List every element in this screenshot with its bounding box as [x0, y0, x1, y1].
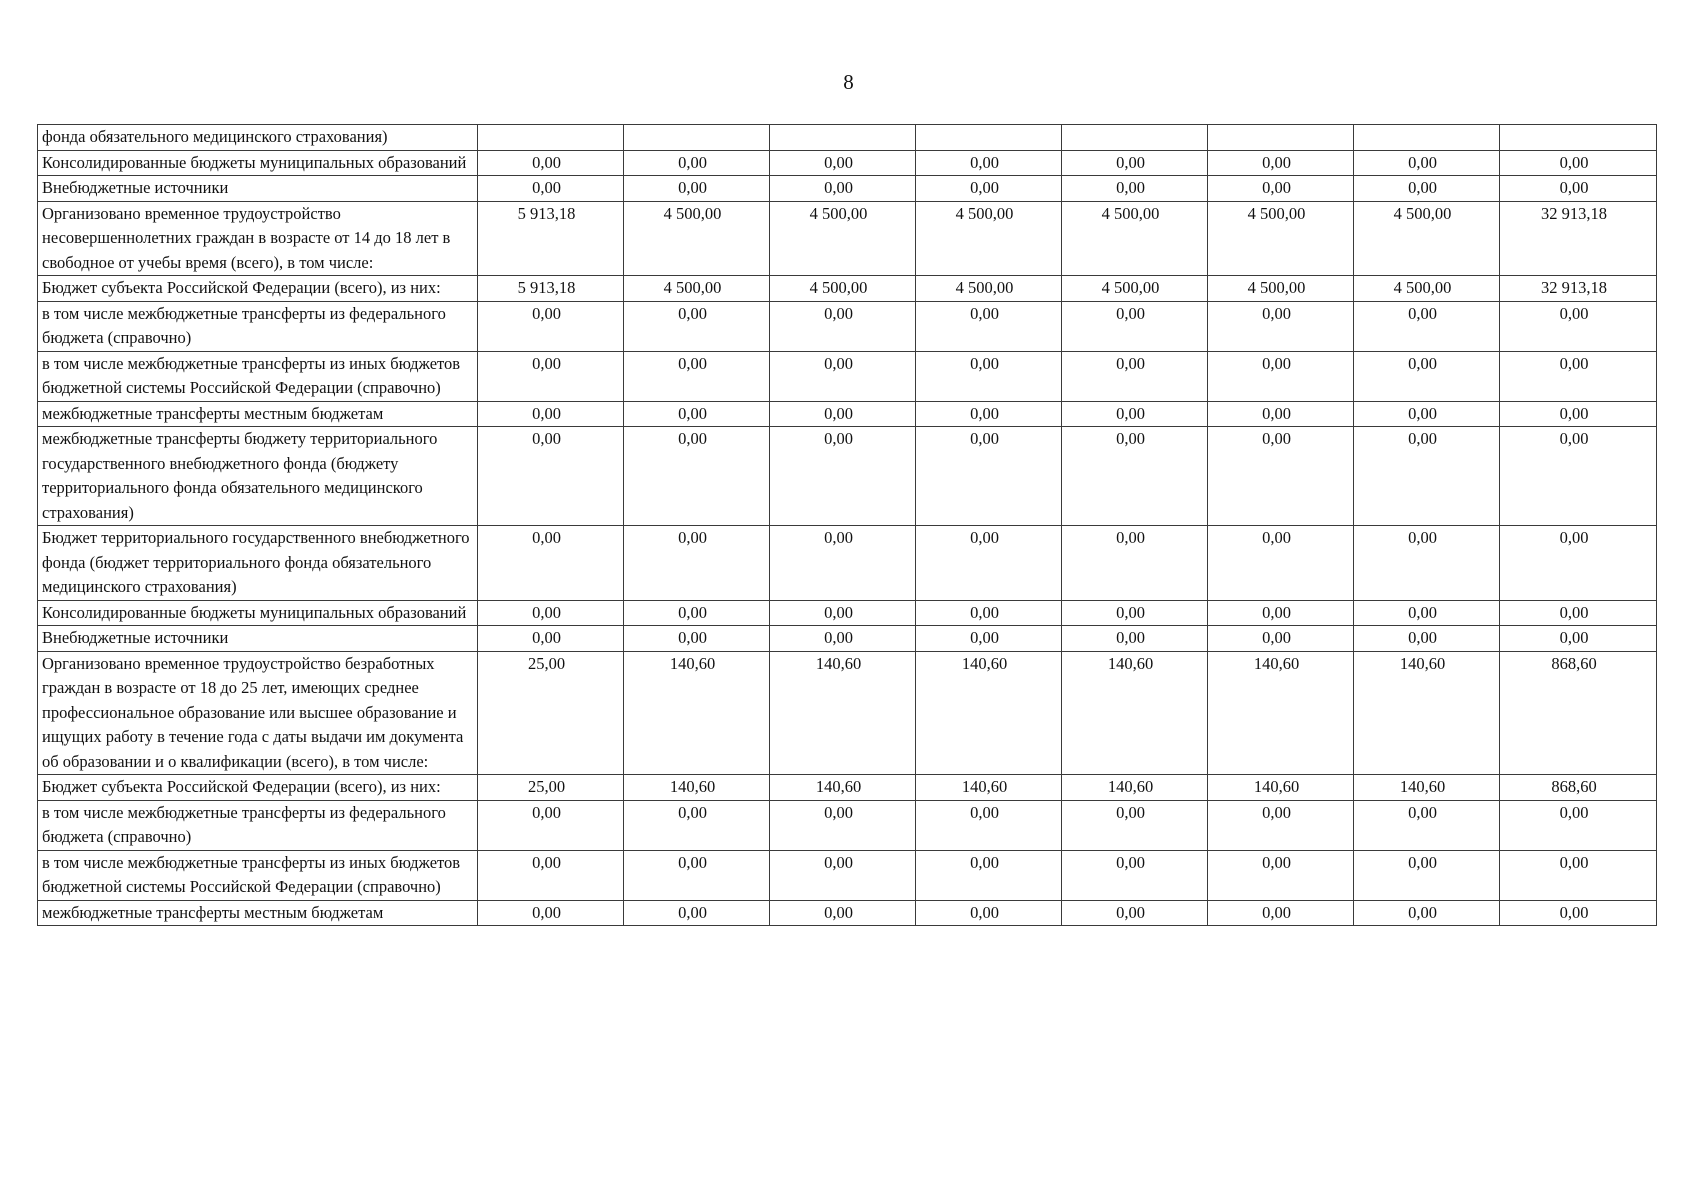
- value-cell: 0,00: [1354, 800, 1500, 850]
- value-cell: 0,00: [770, 176, 916, 202]
- value-cell: 0,00: [1500, 301, 1657, 351]
- value-cell: 4 500,00: [770, 201, 916, 276]
- value-cell: 0,00: [770, 626, 916, 652]
- value-cell: 5 913,18: [478, 276, 624, 302]
- row-label: в том числе межбюджетные трансферты из иных бюджетов бюджетной системы Российской Федерации (справочно): [38, 850, 478, 900]
- value-cell: 0,00: [624, 301, 770, 351]
- value-cell: 0,00: [478, 600, 624, 626]
- row-label: в том числе межбюджетные трансферты из федерального бюджета (справочно): [38, 800, 478, 850]
- value-cell: 0,00: [1062, 427, 1208, 526]
- value-cell: 140,60: [916, 651, 1062, 775]
- value-cell: 0,00: [770, 526, 916, 601]
- value-cell: 0,00: [916, 526, 1062, 601]
- value-cell: 0,00: [1354, 526, 1500, 601]
- value-cell: 0,00: [478, 526, 624, 601]
- value-cell: 0,00: [1354, 351, 1500, 401]
- table-row: [38, 800, 1657, 850]
- value-cell: 0,00: [1062, 301, 1208, 351]
- value-cell: 0,00: [478, 150, 624, 176]
- value-cell: [624, 125, 770, 151]
- value-cell: 0,00: [916, 301, 1062, 351]
- value-cell: 0,00: [916, 351, 1062, 401]
- value-cell: 4 500,00: [1354, 201, 1500, 276]
- value-cell: 0,00: [1500, 600, 1657, 626]
- value-cell: 0,00: [478, 427, 624, 526]
- value-cell: 0,00: [624, 526, 770, 601]
- table-row: [38, 176, 1657, 202]
- value-cell: 25,00: [478, 775, 624, 801]
- value-cell: 0,00: [1208, 850, 1354, 900]
- value-cell: 0,00: [1354, 301, 1500, 351]
- value-cell: 0,00: [624, 900, 770, 926]
- value-cell: 0,00: [1062, 626, 1208, 652]
- value-cell: 5 913,18: [478, 201, 624, 276]
- value-cell: 0,00: [478, 850, 624, 900]
- value-cell: [1500, 125, 1657, 151]
- row-label: межбюджетные трансферты бюджету территориального государственного внебюджетного фонда (бюджету территориального фонда обязательного медицинского страхования): [38, 427, 478, 526]
- value-cell: 0,00: [916, 850, 1062, 900]
- value-cell: 0,00: [1208, 526, 1354, 601]
- value-cell: 0,00: [770, 351, 916, 401]
- value-cell: 0,00: [1500, 150, 1657, 176]
- value-cell: 0,00: [1208, 176, 1354, 202]
- value-cell: 140,60: [624, 651, 770, 775]
- value-cell: 140,60: [624, 775, 770, 801]
- value-cell: 0,00: [624, 176, 770, 202]
- row-label: Организовано временное трудоустройство несовершеннолетних граждан в возрасте от 14 до 18 лет в свободное от учебы время (всего), в том числе:: [38, 201, 478, 276]
- value-cell: 0,00: [916, 176, 1062, 202]
- value-cell: 0,00: [624, 850, 770, 900]
- value-cell: 0,00: [1354, 427, 1500, 526]
- value-cell: 0,00: [1208, 800, 1354, 850]
- value-cell: 0,00: [916, 427, 1062, 526]
- value-cell: 0,00: [624, 626, 770, 652]
- table-row: [38, 526, 1657, 601]
- value-cell: 0,00: [1354, 150, 1500, 176]
- table-row: [38, 651, 1657, 775]
- table-row: [38, 276, 1657, 302]
- value-cell: 4 500,00: [916, 201, 1062, 276]
- value-cell: 0,00: [770, 800, 916, 850]
- value-cell: 0,00: [624, 351, 770, 401]
- row-label: Бюджет субъекта Российской Федерации (всего), из них:: [38, 276, 478, 302]
- table-row: [38, 427, 1657, 526]
- value-cell: 0,00: [916, 150, 1062, 176]
- value-cell: 0,00: [1354, 626, 1500, 652]
- value-cell: 0,00: [916, 600, 1062, 626]
- value-cell: 0,00: [916, 626, 1062, 652]
- value-cell: 0,00: [1500, 526, 1657, 601]
- value-cell: [1208, 125, 1354, 151]
- row-label: межбюджетные трансферты местным бюджетам: [38, 900, 478, 926]
- value-cell: 140,60: [1354, 775, 1500, 801]
- value-cell: 0,00: [916, 900, 1062, 926]
- value-cell: 0,00: [478, 800, 624, 850]
- row-label: Консолидированные бюджеты муниципальных образований: [38, 600, 478, 626]
- row-label: межбюджетные трансферты местным бюджетам: [38, 401, 478, 427]
- value-cell: 0,00: [1208, 900, 1354, 926]
- value-cell: 0,00: [1500, 626, 1657, 652]
- table-row: [38, 401, 1657, 427]
- row-label: Бюджет территориального государственного внебюджетного фонда (бюджет территориального фонда обязательного медицинского страхования): [38, 526, 478, 601]
- value-cell: 0,00: [624, 800, 770, 850]
- value-cell: 4 500,00: [1208, 276, 1354, 302]
- value-cell: 140,60: [1354, 651, 1500, 775]
- row-label: Консолидированные бюджеты муниципальных образований: [38, 150, 478, 176]
- table-row: [38, 201, 1657, 276]
- value-cell: 0,00: [1062, 800, 1208, 850]
- value-cell: 0,00: [624, 401, 770, 427]
- value-cell: [770, 125, 916, 151]
- table-row: [38, 301, 1657, 351]
- row-label: Бюджет субъекта Российской Федерации (всего), из них:: [38, 775, 478, 801]
- value-cell: 0,00: [624, 150, 770, 176]
- value-cell: 4 500,00: [1208, 201, 1354, 276]
- table-row: [38, 850, 1657, 900]
- row-label: в том числе межбюджетные трансферты из федерального бюджета (справочно): [38, 301, 478, 351]
- value-cell: 140,60: [916, 775, 1062, 801]
- value-cell: 0,00: [1208, 351, 1354, 401]
- table-row: [38, 600, 1657, 626]
- value-cell: 0,00: [624, 427, 770, 526]
- value-cell: 0,00: [1062, 900, 1208, 926]
- table-row: [38, 900, 1657, 926]
- value-cell: 0,00: [770, 850, 916, 900]
- value-cell: 0,00: [478, 351, 624, 401]
- value-cell: 0,00: [1208, 626, 1354, 652]
- row-label: в том числе межбюджетные трансферты из иных бюджетов бюджетной системы Российской Федерации (справочно): [38, 351, 478, 401]
- value-cell: 4 500,00: [1062, 201, 1208, 276]
- value-cell: 140,60: [1208, 651, 1354, 775]
- value-cell: 4 500,00: [624, 201, 770, 276]
- table-row: [38, 775, 1657, 801]
- value-cell: 0,00: [1062, 401, 1208, 427]
- value-cell: 0,00: [478, 401, 624, 427]
- page-number: 8: [843, 70, 854, 94]
- value-cell: 0,00: [1208, 427, 1354, 526]
- value-cell: 0,00: [916, 800, 1062, 850]
- value-cell: 0,00: [770, 150, 916, 176]
- table-row: [38, 351, 1657, 401]
- value-cell: [478, 125, 624, 151]
- value-cell: 0,00: [1062, 150, 1208, 176]
- table-row: [38, 150, 1657, 176]
- value-cell: 0,00: [1500, 800, 1657, 850]
- value-cell: 0,00: [1062, 600, 1208, 626]
- value-cell: 0,00: [1208, 600, 1354, 626]
- value-cell: 4 500,00: [1062, 276, 1208, 302]
- row-label: фонда обязательного медицинского страхования): [38, 125, 478, 151]
- value-cell: [1062, 125, 1208, 151]
- value-cell: 0,00: [1500, 401, 1657, 427]
- value-cell: 0,00: [478, 301, 624, 351]
- table-row: [38, 125, 1657, 151]
- table-row: [38, 626, 1657, 652]
- value-cell: 32 913,18: [1500, 201, 1657, 276]
- value-cell: 0,00: [1062, 176, 1208, 202]
- value-cell: 0,00: [770, 900, 916, 926]
- value-cell: 4 500,00: [770, 276, 916, 302]
- value-cell: 0,00: [1500, 900, 1657, 926]
- value-cell: 868,60: [1500, 775, 1657, 801]
- value-cell: 140,60: [770, 775, 916, 801]
- value-cell: 0,00: [1354, 850, 1500, 900]
- row-label: Внебюджетные источники: [38, 626, 478, 652]
- value-cell: 0,00: [916, 401, 1062, 427]
- value-cell: 140,60: [1062, 651, 1208, 775]
- row-label: Внебюджетные источники: [38, 176, 478, 202]
- value-cell: 0,00: [770, 600, 916, 626]
- value-cell: 0,00: [478, 176, 624, 202]
- value-cell: 0,00: [1062, 526, 1208, 601]
- value-cell: 0,00: [1354, 900, 1500, 926]
- value-cell: [916, 125, 1062, 151]
- value-cell: 0,00: [1354, 600, 1500, 626]
- value-cell: 0,00: [1354, 401, 1500, 427]
- budget-table: [37, 124, 1657, 926]
- value-cell: 0,00: [1500, 850, 1657, 900]
- value-cell: 140,60: [1208, 775, 1354, 801]
- value-cell: 32 913,18: [1500, 276, 1657, 302]
- value-cell: 0,00: [1208, 401, 1354, 427]
- value-cell: 4 500,00: [1354, 276, 1500, 302]
- value-cell: 0,00: [478, 626, 624, 652]
- value-cell: 0,00: [1208, 301, 1354, 351]
- value-cell: 0,00: [1062, 850, 1208, 900]
- value-cell: 0,00: [624, 600, 770, 626]
- value-cell: 0,00: [1500, 351, 1657, 401]
- value-cell: 0,00: [1500, 176, 1657, 202]
- table-body: [38, 125, 1657, 926]
- value-cell: 0,00: [770, 301, 916, 351]
- value-cell: 140,60: [1062, 775, 1208, 801]
- value-cell: 140,60: [770, 651, 916, 775]
- value-cell: [1354, 125, 1500, 151]
- value-cell: 0,00: [1500, 427, 1657, 526]
- value-cell: 868,60: [1500, 651, 1657, 775]
- value-cell: 4 500,00: [624, 276, 770, 302]
- value-cell: 0,00: [1062, 351, 1208, 401]
- value-cell: 4 500,00: [916, 276, 1062, 302]
- row-label: Организовано временное трудоустройство безработных граждан в возрасте от 18 до 25 лет, имеющих среднее профессиональное образование или высшее образование и ищущих работу в течение года с даты выдачи им документа об образовании и о квалификации (всего), в том числе:: [38, 651, 478, 775]
- value-cell: 0,00: [770, 401, 916, 427]
- value-cell: 0,00: [1208, 150, 1354, 176]
- value-cell: 0,00: [478, 900, 624, 926]
- value-cell: 0,00: [1354, 176, 1500, 202]
- value-cell: 25,00: [478, 651, 624, 775]
- value-cell: 0,00: [770, 427, 916, 526]
